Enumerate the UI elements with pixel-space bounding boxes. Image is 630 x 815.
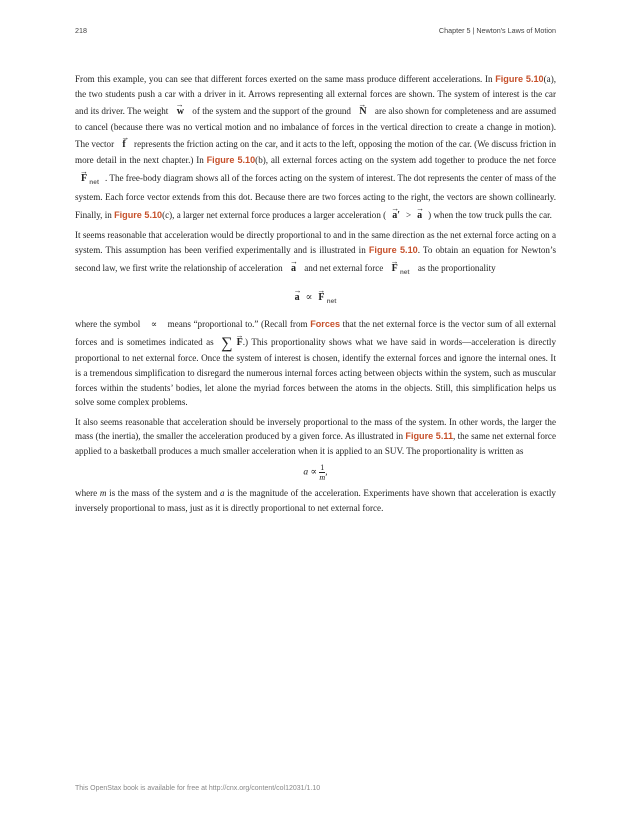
paragraph-5 (75, 486, 556, 515)
vector-symbol: w (176, 106, 184, 118)
vector-a-prime (392, 205, 400, 224)
vector-symbol: F (236, 336, 243, 348)
text: . The free-body diagram shows all of the forces acting on the system of interest. The dot represents the center of mass of the system. Each force vector extends from this dot. Because there are two forces acting to the right, the vectors are shown collinearly. Finally, in (75, 172, 556, 220)
figure-link[interactable]: Figure 5.10 (495, 74, 544, 84)
text: (c), a larger net external force produces a larger acceleration (162, 209, 384, 220)
paren: ) (428, 209, 432, 220)
figure-link[interactable]: Figure 5.11 (405, 431, 454, 442)
footer-note: This OpenStax book is available for free at http://cnx.org/content/col12031/1.10 (75, 785, 321, 792)
greater-than: > (406, 209, 412, 220)
vector-a (416, 203, 425, 224)
vector-arrow-icon: → (390, 256, 399, 266)
vector-symbol: a (294, 292, 300, 304)
vector-symbol: f (122, 139, 126, 151)
vector-a (295, 285, 300, 307)
paragraph-1 (75, 72, 556, 223)
text: (b), all external forces acting on the system add together to produce the net force (255, 154, 556, 165)
text: are also shown for completeness and are assumed to cancel (because there was no vertical motion and no imbalance of forces in the vertical direction to create a change in motion). The vector (75, 106, 556, 150)
vector-F-net (318, 285, 336, 311)
variable-a: a (219, 488, 225, 499)
figure-link[interactable]: Figure 5.10 (368, 244, 418, 255)
proportional-symbol: ∝ (150, 319, 158, 330)
denominator: m (319, 473, 326, 483)
vector-arrow-icon: → (80, 166, 88, 176)
vector-arrow-icon: → (358, 100, 367, 110)
text: where (75, 488, 100, 499)
vector-arrow-icon: → (391, 203, 400, 213)
vector-N (359, 101, 366, 120)
vector-arrow-icon: → (290, 256, 298, 266)
figure-link[interactable]: Figure 5.10 (114, 209, 163, 220)
text: and net external force (302, 262, 386, 273)
summation-symbol: ∑ (221, 334, 233, 352)
text: It seems reasonable that acceleration would be directly proportional to and in the same direction as the net external force acting on a system. This assumption has been verified experimentally and is illustrated in (75, 230, 556, 255)
vector-arrow-icon: → (416, 203, 425, 213)
vector-symbol: F (318, 292, 325, 304)
equation-inverse-mass (75, 463, 556, 482)
vector-arrow-icon: → (175, 100, 184, 110)
equation-proportionality (75, 285, 556, 311)
figure-link[interactable]: Figure 5.10 (206, 154, 256, 165)
comma: , (325, 468, 328, 479)
subscript: net (326, 298, 337, 306)
text: of the system and the support of the ground (189, 106, 354, 117)
vector-arrow-icon: → (235, 330, 244, 340)
vector-F (237, 332, 243, 351)
vector-w (177, 101, 184, 120)
vector-arrow-icon: → (293, 286, 302, 296)
text: that the net external force is the vector sum of all external forces and is sometimes indicated as (75, 319, 556, 347)
text: .) This proportionality shows what we have said in words—acceleration is directly proportional to net external force. Once the system of interest is chosen, identify the external forces and ignore the internal ones. It is a tremendous simplification to disregard the numerous internal forces acting between objects within the system, such as muscular forces within the students’ bodies, let alone the myriad forces between the atoms in the objects. Still, this simplification helps us solve some complex problems. (75, 336, 556, 408)
numerator: 1 (320, 463, 325, 473)
vector-F-net (81, 168, 99, 191)
text: It also seems reasonable that acceleration should be inversely proportional to the mass of the system. In other words, the larger the mass (the inertia), the smaller the acceleration produced by a given force. As illustrated in (75, 416, 556, 442)
vector-symbol: N (359, 106, 367, 118)
vector-symbol: a (417, 209, 423, 221)
paragraph-4 (75, 415, 556, 459)
subscript: net (89, 178, 99, 186)
text: as the proportionality (415, 262, 496, 273)
text: represents the friction acting on the car, and it acts to the left, opposing the motion of the car. (We discuss friction in more detail in the next chapter.) In (75, 139, 557, 165)
text: . To obtain an equation for Newton’s second law, we first write the relationship of acceleration (75, 244, 557, 273)
vector-symbol: F (81, 172, 87, 184)
proportional-symbol: ∝ (310, 468, 317, 479)
page-number: 218 (75, 26, 87, 35)
text: From this example, you can see that different forces exerted on the same mass produce different accelerations. In (75, 74, 496, 84)
text: when the tow truck pulls the car. (431, 209, 552, 220)
text: is the mass of the system and (106, 488, 220, 499)
text: (a), the two students push a car with a driver in it. Arrows representing all external forces are shown. The system of interest is the car and its driver. The weight (75, 74, 556, 117)
subscript: net (399, 268, 410, 276)
text: , the same net external force applied to a basketball produces a much smaller acceleration when it is applied to an SUV. The proportionality is written as (75, 431, 556, 456)
chapter-title: Chapter 5 | Newton's Laws of Motion (438, 26, 556, 35)
vector-symbol: a′ (392, 209, 401, 221)
page-content (75, 72, 556, 521)
vector-arrow-icon: → (317, 286, 326, 296)
vector-arrow-icon: → (121, 133, 130, 143)
vector-symbol: F (391, 262, 398, 274)
variable-m: m (99, 488, 107, 499)
chapter-link[interactable]: Forces (310, 319, 341, 330)
text: is the magnitude of the acceleration. Experiments have shown that acceleration is exactly inversely proportional to mass, just as it is directly proportional to net external force. (75, 488, 556, 514)
text: means “proportional to.” (Recall from (165, 319, 311, 330)
variable-a: a (303, 468, 309, 479)
text: where the symbol (75, 319, 143, 330)
paren: ( (383, 209, 387, 220)
vector-a (291, 258, 296, 277)
vector-f (121, 133, 130, 153)
vector-F-net (392, 258, 410, 281)
vector-symbol: a (291, 262, 296, 274)
paragraph-2 (75, 228, 556, 280)
paragraph-3 (75, 317, 556, 410)
proportional-symbol: ∝ (305, 292, 313, 304)
